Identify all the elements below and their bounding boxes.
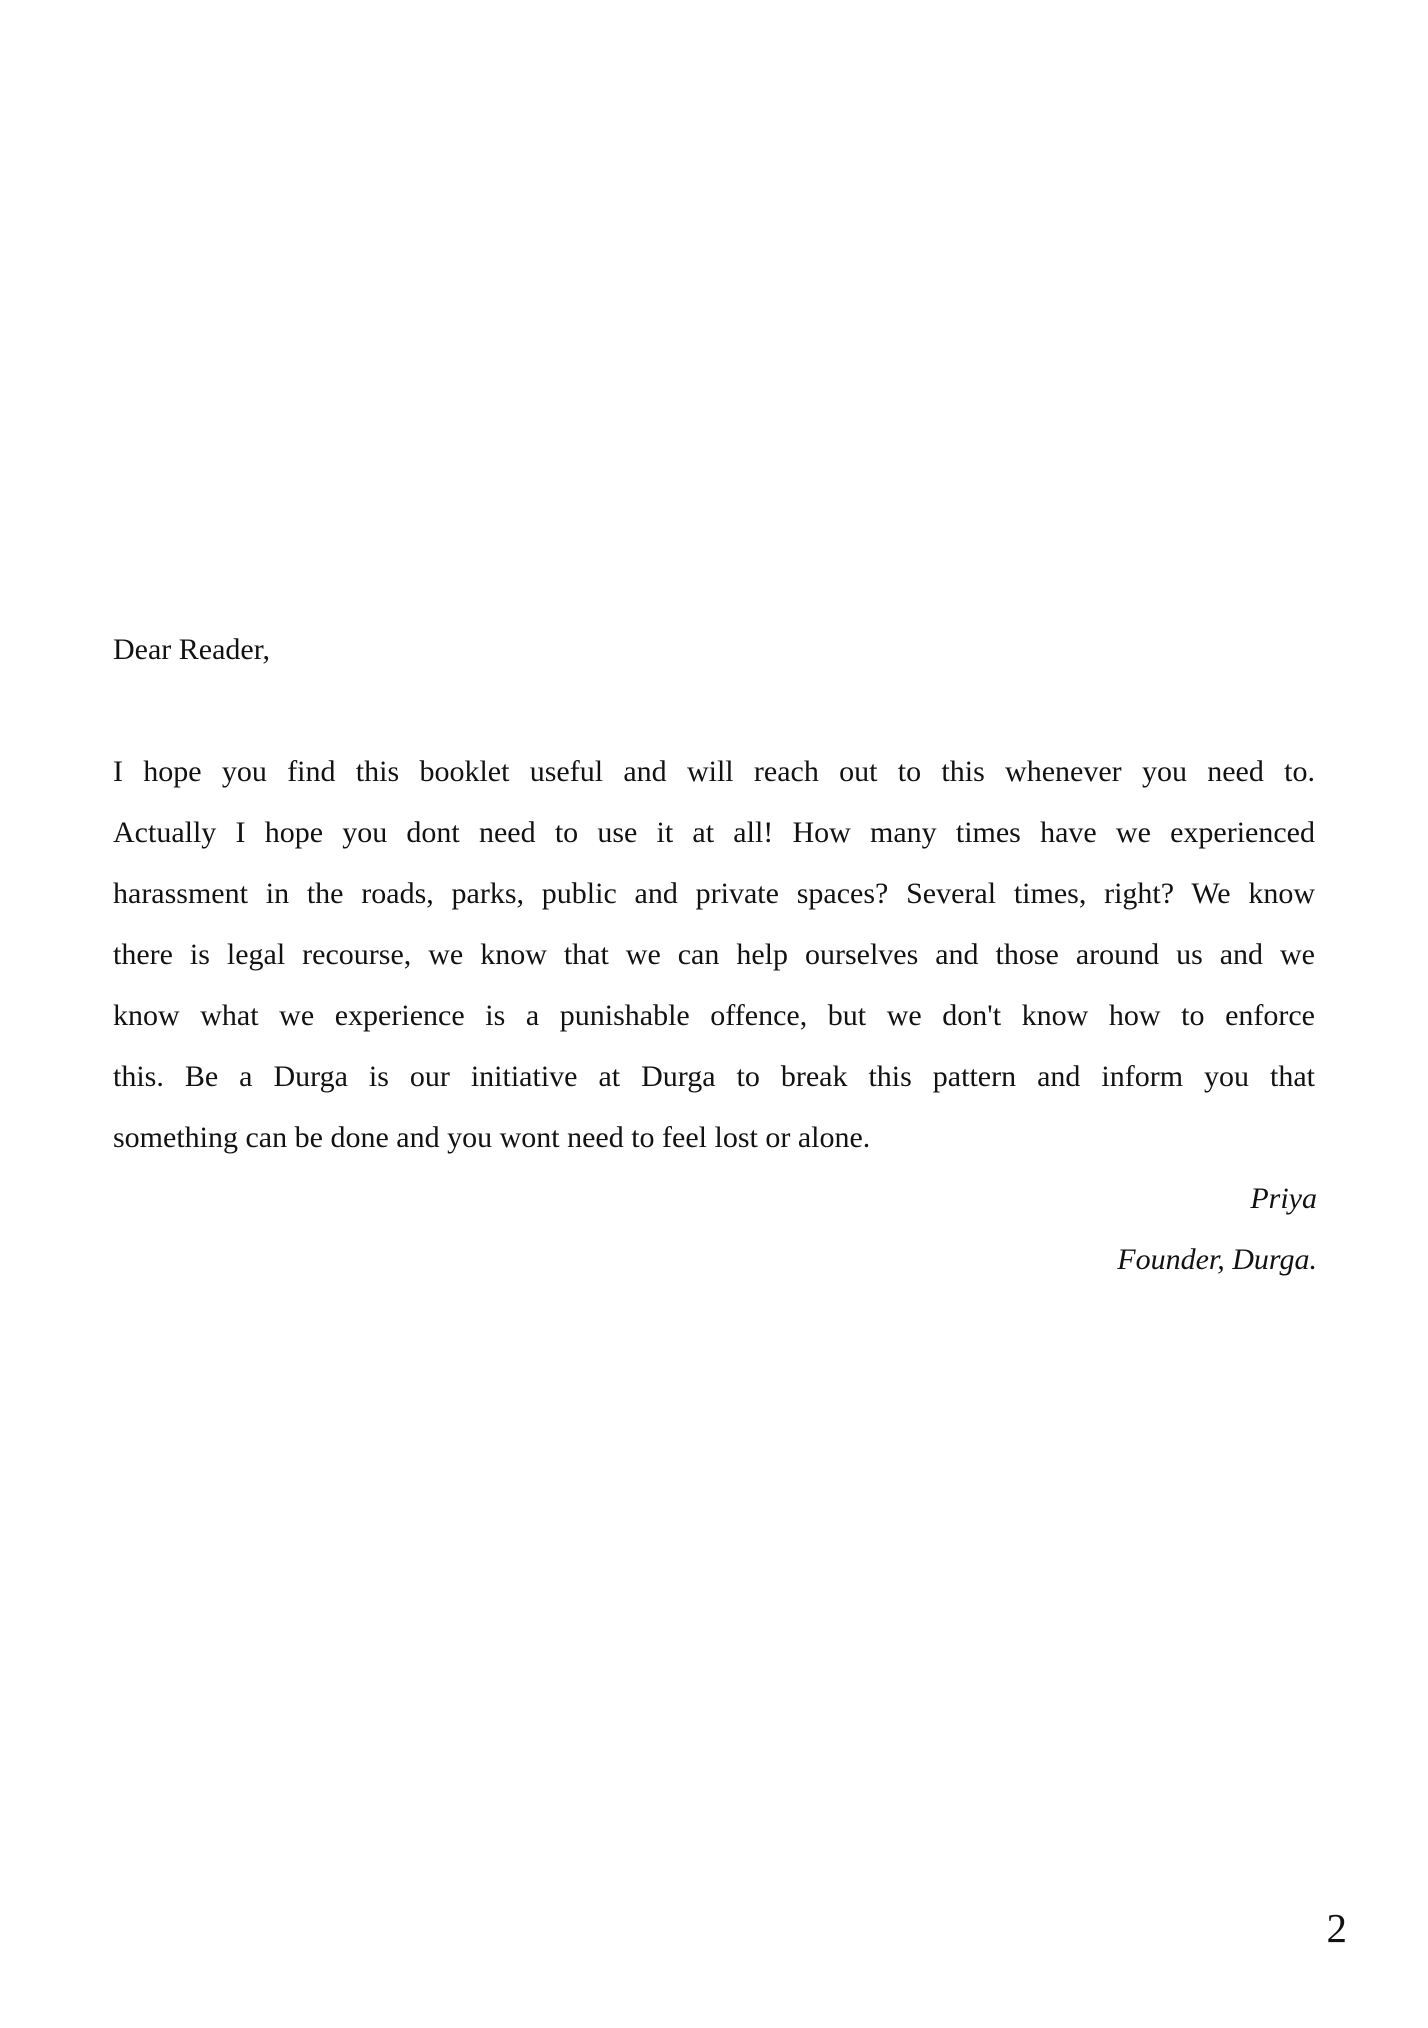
signature-block — [1117, 1168, 1317, 1290]
body-line: I hope you find this booklet useful and will reach out to this whenever you need to. — [113, 755, 1315, 788]
body-line: harassment in the roads, parks, public and private spaces? Several times, right? We know — [113, 877, 1315, 910]
salutation: Dear Reader, — [113, 633, 271, 666]
signature-name: Priya — [1250, 1182, 1317, 1215]
letter-body — [113, 741, 1315, 1168]
body-line: this. Be a Durga is our initiative at Durga to break this pattern and inform you that — [113, 1060, 1315, 1093]
body-line: know what we experience is a punishable offence, but we don't know how to enforce — [113, 999, 1315, 1032]
signature-title: Founder, Durga. — [1117, 1243, 1317, 1276]
body-line: something can be done and you wont need to feel lost or alone. — [113, 1121, 871, 1154]
body-line: Actually I hope you dont need to use it at all! How many times have we experienced — [113, 816, 1315, 849]
page-number: 2 — [1326, 1905, 1347, 1951]
body-line: there is legal recourse, we know that we can help ourselves and those around us and we — [113, 938, 1315, 971]
